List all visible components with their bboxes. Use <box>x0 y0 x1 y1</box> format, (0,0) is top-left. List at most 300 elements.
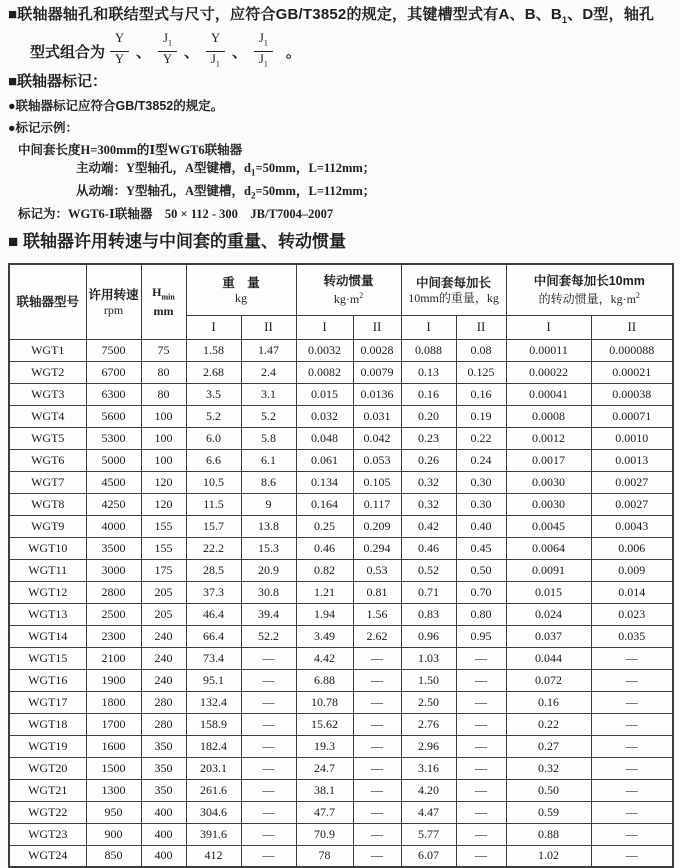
header-ext-inertia <box>506 264 673 315</box>
value-cell: 175 <box>141 559 186 581</box>
fraction-j1-over-y <box>158 32 177 70</box>
header-weight-unit: kg <box>235 290 247 305</box>
table-row <box>9 735 673 757</box>
value-cell: 155 <box>141 537 186 559</box>
value-cell: 0.015 <box>296 383 353 405</box>
value-cell: — <box>456 779 506 801</box>
value-cell: — <box>353 669 401 691</box>
value-cell: 46.4 <box>186 603 241 625</box>
value-cell: 0.59 <box>506 801 591 823</box>
value-cell: 0.294 <box>353 537 401 559</box>
value-cell: 0.023 <box>591 603 673 625</box>
model-cell: WGT24 <box>9 845 86 867</box>
value-cell: 205 <box>141 603 186 625</box>
value-cell: 0.0028 <box>353 339 401 361</box>
table-section-heading: ■ 联轴器许用转速与中间套的重量、转动惯量 <box>8 232 346 251</box>
value-cell: 15.62 <box>296 713 353 735</box>
value-cell: 28.5 <box>186 559 241 581</box>
value-cell: 0.042 <box>353 427 401 449</box>
subheader-inertia-II: II <box>353 315 401 339</box>
value-cell: 2800 <box>86 581 141 603</box>
value-cell: — <box>241 823 296 845</box>
value-cell: 240 <box>141 625 186 647</box>
table-row <box>9 625 673 647</box>
value-cell: — <box>591 735 673 757</box>
table-row <box>9 647 673 669</box>
value-cell: 0.46 <box>401 537 456 559</box>
model-cell: WGT7 <box>9 471 86 493</box>
model-cell: WGT9 <box>9 515 86 537</box>
value-cell: 6300 <box>86 383 141 405</box>
value-cell: — <box>241 801 296 823</box>
value-cell: 5600 <box>86 405 141 427</box>
value-cell: 0.52 <box>401 559 456 581</box>
value-cell: 240 <box>141 669 186 691</box>
coupling-spec-table <box>8 263 674 868</box>
value-cell: 0.006 <box>591 537 673 559</box>
header-ext-weight-line1: 中间套每加长 <box>416 275 492 290</box>
value-cell: 5000 <box>86 449 141 471</box>
model-cell: WGT17 <box>9 691 86 713</box>
table-row <box>9 405 673 427</box>
value-cell: 0.0012 <box>506 427 591 449</box>
table-row <box>9 449 673 471</box>
value-cell: 1900 <box>86 669 141 691</box>
model-cell: WGT1 <box>9 339 86 361</box>
value-cell: — <box>353 647 401 669</box>
value-cell: 11.5 <box>186 493 241 515</box>
value-cell: — <box>591 647 673 669</box>
value-cell: 2.96 <box>401 735 456 757</box>
value-cell: 0.0079 <box>353 361 401 383</box>
value-cell: 0.80 <box>456 603 506 625</box>
table-row <box>9 845 673 867</box>
model-cell: WGT13 <box>9 603 86 625</box>
value-cell: 0.164 <box>296 493 353 515</box>
value-cell: — <box>591 757 673 779</box>
bullet-example-line: ●标记示例： <box>8 121 79 135</box>
value-cell: 400 <box>141 801 186 823</box>
header-speed <box>86 264 141 339</box>
value-cell: 240 <box>141 647 186 669</box>
header-ext-weight-line2: 10mm的重量，kg <box>408 290 499 305</box>
value-cell: 15.3 <box>241 537 296 559</box>
intro-text-b: 、D型，轴孔 <box>567 6 655 23</box>
value-cell: 0.0091 <box>506 559 591 581</box>
value-cell: 1.21 <box>296 581 353 603</box>
fraction-numerator-sub: 1 <box>167 38 172 48</box>
model-cell: WGT5 <box>9 427 86 449</box>
value-cell: 0.044 <box>506 647 591 669</box>
header-weight-label: 重 量 <box>222 275 260 290</box>
value-cell: 350 <box>141 735 186 757</box>
example-title-line: 中间套长度H=300mm的Ⅰ型WGT6联轴器 <box>18 143 243 157</box>
value-cell: 0.0010 <box>591 427 673 449</box>
value-cell: 0.0008 <box>506 405 591 427</box>
value-cell: 2300 <box>86 625 141 647</box>
value-cell: 0.125 <box>456 361 506 383</box>
value-cell: 6.0 <box>186 427 241 449</box>
value-cell: 900 <box>86 823 141 845</box>
subscript-d2: 2 <box>251 190 256 200</box>
value-cell: 1.03 <box>401 647 456 669</box>
value-cell: 52.2 <box>241 625 296 647</box>
value-cell: 0.0030 <box>506 471 591 493</box>
value-cell: — <box>241 669 296 691</box>
value-cell: 0.0136 <box>353 383 401 405</box>
value-cell: 0.00071 <box>591 405 673 427</box>
value-cell: — <box>353 845 401 867</box>
superscript-2: 2 <box>359 291 364 301</box>
value-cell: — <box>591 713 673 735</box>
value-cell: 24.7 <box>296 757 353 779</box>
value-cell: 0.0013 <box>591 449 673 471</box>
active-end-text-b: =50mm，L=112mm； <box>255 161 376 175</box>
value-cell: 0.46 <box>296 537 353 559</box>
value-cell: 5300 <box>86 427 141 449</box>
subheader-weight-II: II <box>241 315 296 339</box>
value-cell: 0.24 <box>456 449 506 471</box>
subheader-ext-weight-II: II <box>456 315 506 339</box>
value-cell: 13.8 <box>241 515 296 537</box>
value-cell: 280 <box>141 691 186 713</box>
value-cell: 0.53 <box>353 559 401 581</box>
value-cell: 1700 <box>86 713 141 735</box>
driven-end-text-b: =50mm，L=112mm； <box>255 183 376 198</box>
value-cell: 1.50 <box>401 669 456 691</box>
value-cell: 391.6 <box>186 823 241 845</box>
model-cell: WGT22 <box>9 801 86 823</box>
value-cell: 0.50 <box>506 779 591 801</box>
fraction-numerator-sub: 1 <box>263 38 268 48</box>
model-cell: WGT11 <box>9 559 86 581</box>
value-cell: 0.50 <box>456 559 506 581</box>
value-cell: 1500 <box>86 757 141 779</box>
table-row <box>9 537 673 559</box>
fraction-denominator: Y <box>162 51 173 66</box>
fraction-j1-over-j1 <box>254 32 273 70</box>
value-cell: 0.209 <box>353 515 401 537</box>
value-cell: 0.22 <box>506 713 591 735</box>
value-cell: 80 <box>141 383 186 405</box>
value-cell: 8.6 <box>241 471 296 493</box>
value-cell: 6700 <box>86 361 141 383</box>
value-cell: 4.42 <box>296 647 353 669</box>
model-cell: WGT4 <box>9 405 86 427</box>
table-row <box>9 823 673 845</box>
h-base: H <box>152 285 162 300</box>
value-cell: 20.9 <box>241 559 296 581</box>
value-cell: 2.68 <box>186 361 241 383</box>
subheader-ext-weight-I: I <box>401 315 456 339</box>
separator: 、 <box>183 43 199 61</box>
value-cell: 7500 <box>86 339 141 361</box>
value-cell: 4000 <box>86 515 141 537</box>
value-cell: 4500 <box>86 471 141 493</box>
value-cell: 3.49 <box>296 625 353 647</box>
value-cell: 0.16 <box>506 691 591 713</box>
value-cell: 95.1 <box>186 669 241 691</box>
combination-prefix: 型式组合为 <box>30 43 106 61</box>
header-inertia-label: 转动惯量 <box>323 274 374 289</box>
value-cell: 70.9 <box>296 823 353 845</box>
value-cell: 0.08 <box>456 339 506 361</box>
value-cell: 100 <box>141 449 186 471</box>
value-cell: 0.072 <box>506 669 591 691</box>
value-cell: 0.00022 <box>506 361 591 383</box>
value-cell: 203.1 <box>186 757 241 779</box>
value-cell: — <box>591 823 673 845</box>
value-cell: 0.024 <box>506 603 591 625</box>
superscript-2: 2 <box>635 291 640 301</box>
value-cell: 3.5 <box>186 383 241 405</box>
header-hmin <box>141 264 186 339</box>
header-ext-weight <box>401 264 506 315</box>
table-row <box>9 361 673 383</box>
value-cell: 3.1 <box>241 383 296 405</box>
value-cell: — <box>241 691 296 713</box>
value-cell: 0.32 <box>401 471 456 493</box>
value-cell: — <box>456 735 506 757</box>
table-header-row-1 <box>9 264 673 315</box>
subheader-inertia-I: I <box>296 315 353 339</box>
fraction-denominator-sub: 1 <box>215 59 220 68</box>
value-cell: — <box>353 713 401 735</box>
value-cell: 350 <box>141 779 186 801</box>
subscript-d1: 1 <box>251 167 256 178</box>
subheader-weight-I: I <box>186 315 241 339</box>
value-cell: — <box>456 801 506 823</box>
value-cell: 0.009 <box>591 559 673 581</box>
value-cell: 3500 <box>86 537 141 559</box>
table-row <box>9 757 673 779</box>
value-cell: — <box>241 713 296 735</box>
value-cell: 39.4 <box>241 603 296 625</box>
value-cell: 100 <box>141 427 186 449</box>
value-cell: — <box>353 801 401 823</box>
model-cell: WGT19 <box>9 735 86 757</box>
value-cell: 0.0032 <box>296 339 353 361</box>
active-end-text-a: 主动端：Y型轴孔，A型键槽，d <box>76 161 252 175</box>
table-row <box>9 713 673 735</box>
value-cell: 412 <box>186 845 241 867</box>
subheader-ext-inertia-I: I <box>506 315 591 339</box>
subheader-ext-inertia-II: II <box>591 315 673 339</box>
period: 。 <box>285 43 301 61</box>
value-cell: 6.6 <box>186 449 241 471</box>
value-cell: 0.27 <box>506 735 591 757</box>
value-cell: 132.4 <box>186 691 241 713</box>
value-cell: 0.23 <box>401 427 456 449</box>
value-cell: — <box>456 845 506 867</box>
value-cell: 0.00011 <box>506 339 591 361</box>
value-cell: 5.2 <box>186 405 241 427</box>
value-cell: 100 <box>141 405 186 427</box>
value-cell: — <box>241 647 296 669</box>
value-cell: 4.20 <box>401 779 456 801</box>
value-cell: 158.9 <box>186 713 241 735</box>
value-cell: 37.3 <box>186 581 241 603</box>
value-cell: 0.25 <box>296 515 353 537</box>
value-cell: 1300 <box>86 779 141 801</box>
value-cell: 5.8 <box>241 427 296 449</box>
value-cell: 0.035 <box>591 625 673 647</box>
table-row <box>9 515 673 537</box>
value-cell: — <box>456 823 506 845</box>
value-cell: 0.134 <box>296 471 353 493</box>
value-cell: — <box>456 757 506 779</box>
value-cell: — <box>456 669 506 691</box>
value-cell: 22.2 <box>186 537 241 559</box>
value-cell: 66.4 <box>186 625 241 647</box>
value-cell: 0.0043 <box>591 515 673 537</box>
value-cell: 0.42 <box>401 515 456 537</box>
separator: 、 <box>231 43 247 61</box>
value-cell: 2.50 <box>401 691 456 713</box>
value-cell: 0.00038 <box>591 383 673 405</box>
value-cell: 950 <box>86 801 141 823</box>
driven-end-line <box>76 184 680 203</box>
fraction-denominator: Y <box>115 51 125 66</box>
header-speed-label: 许用转速 <box>88 287 139 302</box>
value-cell: — <box>353 757 401 779</box>
value-cell: 0.71 <box>401 581 456 603</box>
header-ext-inertia-line1: 中间套每加长10mm <box>533 274 645 289</box>
table-row <box>9 383 673 405</box>
model-cell: WGT21 <box>9 779 86 801</box>
model-cell: WGT15 <box>9 647 86 669</box>
value-cell: 182.4 <box>186 735 241 757</box>
table-body <box>9 339 673 867</box>
value-cell: 2100 <box>86 647 141 669</box>
marking-section-heading: ■联轴器标记： <box>8 73 108 90</box>
value-cell: 155 <box>141 515 186 537</box>
model-cell: WGT14 <box>9 625 86 647</box>
fraction-numerator: Y <box>210 31 220 45</box>
value-cell: 1600 <box>86 735 141 757</box>
value-cell: 38.1 <box>296 779 353 801</box>
fraction-y-over-j1 <box>206 32 225 70</box>
value-cell: 0.117 <box>353 493 401 515</box>
value-cell: 2.76 <box>401 713 456 735</box>
table-row <box>9 581 673 603</box>
value-cell: 19.3 <box>296 735 353 757</box>
header-hmin-unit: mm <box>153 304 174 319</box>
value-cell: 5.77 <box>401 823 456 845</box>
value-cell: 120 <box>141 471 186 493</box>
value-cell: 0.32 <box>401 493 456 515</box>
value-cell: 2.4 <box>241 361 296 383</box>
value-cell: 0.0027 <box>591 493 673 515</box>
fraction-y-over-y <box>110 32 129 70</box>
value-cell: 0.032 <box>296 405 353 427</box>
value-cell: 1.58 <box>186 339 241 361</box>
value-cell: 400 <box>141 845 186 867</box>
intro-paragraph <box>0 0 680 30</box>
bullet-standard-line: ●联轴器标记应符合GB/T3852的规定。 <box>8 99 224 113</box>
value-cell: 0.81 <box>353 581 401 603</box>
value-cell: — <box>456 691 506 713</box>
header-hmin-label <box>142 285 186 304</box>
fraction-numerator: Y <box>115 31 125 45</box>
value-cell: 0.30 <box>456 493 506 515</box>
value-cell: 0.014 <box>591 581 673 603</box>
value-cell: 0.0064 <box>506 537 591 559</box>
value-cell: — <box>591 801 673 823</box>
value-cell: — <box>353 691 401 713</box>
value-cell: 0.88 <box>506 823 591 845</box>
value-cell: 6.88 <box>296 669 353 691</box>
value-cell: 304.6 <box>186 801 241 823</box>
model-cell: WGT18 <box>9 713 86 735</box>
fraction-denominator-sub: 1 <box>263 59 268 68</box>
value-cell: 0.22 <box>456 427 506 449</box>
value-cell: — <box>456 647 506 669</box>
header-model <box>9 264 86 339</box>
value-cell: — <box>591 691 673 713</box>
value-cell: 80 <box>141 361 186 383</box>
value-cell: 0.015 <box>506 581 591 603</box>
model-cell: WGT16 <box>9 669 86 691</box>
value-cell: 0.031 <box>353 405 401 427</box>
driven-end-text-a: 从动端：Y型轴孔，A型键槽，d <box>76 183 252 198</box>
value-cell: 0.70 <box>456 581 506 603</box>
designation-line: 标记为：WGT6-Ⅰ联轴器 50 × 112 - 300 JB/T7004–2007 <box>18 207 334 221</box>
table-row <box>9 669 673 691</box>
value-cell: — <box>241 845 296 867</box>
h-subscript: min <box>161 292 175 302</box>
value-cell: 0.00021 <box>591 361 673 383</box>
value-cell: 2.62 <box>353 625 401 647</box>
model-cell: WGT23 <box>9 823 86 845</box>
inertia-unit-base: kg·m <box>333 292 360 307</box>
value-cell: 120 <box>141 493 186 515</box>
value-cell: — <box>591 779 673 801</box>
header-model-label: 联轴器型号 <box>16 294 79 309</box>
value-cell: 0.16 <box>456 383 506 405</box>
value-cell: 3000 <box>86 559 141 581</box>
value-cell: — <box>241 757 296 779</box>
value-cell: — <box>353 735 401 757</box>
value-cell: 0.088 <box>401 339 456 361</box>
header-ext-inertia-line2 <box>507 289 673 306</box>
fraction-denominator: J <box>211 51 216 66</box>
value-cell: — <box>241 779 296 801</box>
value-cell: 1800 <box>86 691 141 713</box>
value-cell: 205 <box>141 581 186 603</box>
fraction-numerator: J <box>163 31 168 45</box>
value-cell: 15.7 <box>186 515 241 537</box>
model-cell: WGT12 <box>9 581 86 603</box>
value-cell: 10.5 <box>186 471 241 493</box>
value-cell: 0.96 <box>401 625 456 647</box>
table-row <box>9 559 673 581</box>
value-cell: 0.20 <box>401 405 456 427</box>
table-row <box>9 471 673 493</box>
value-cell: 0.83 <box>401 603 456 625</box>
model-cell: WGT20 <box>9 757 86 779</box>
value-cell: 78 <box>296 845 353 867</box>
value-cell: — <box>591 669 673 691</box>
value-cell: 350 <box>141 757 186 779</box>
value-cell: 73.4 <box>186 647 241 669</box>
bore-combination-line <box>30 31 680 68</box>
value-cell: 75 <box>141 339 186 361</box>
value-cell: 1.02 <box>506 845 591 867</box>
value-cell: 0.40 <box>456 515 506 537</box>
table-row <box>9 603 673 625</box>
value-cell: 0.00041 <box>506 383 591 405</box>
